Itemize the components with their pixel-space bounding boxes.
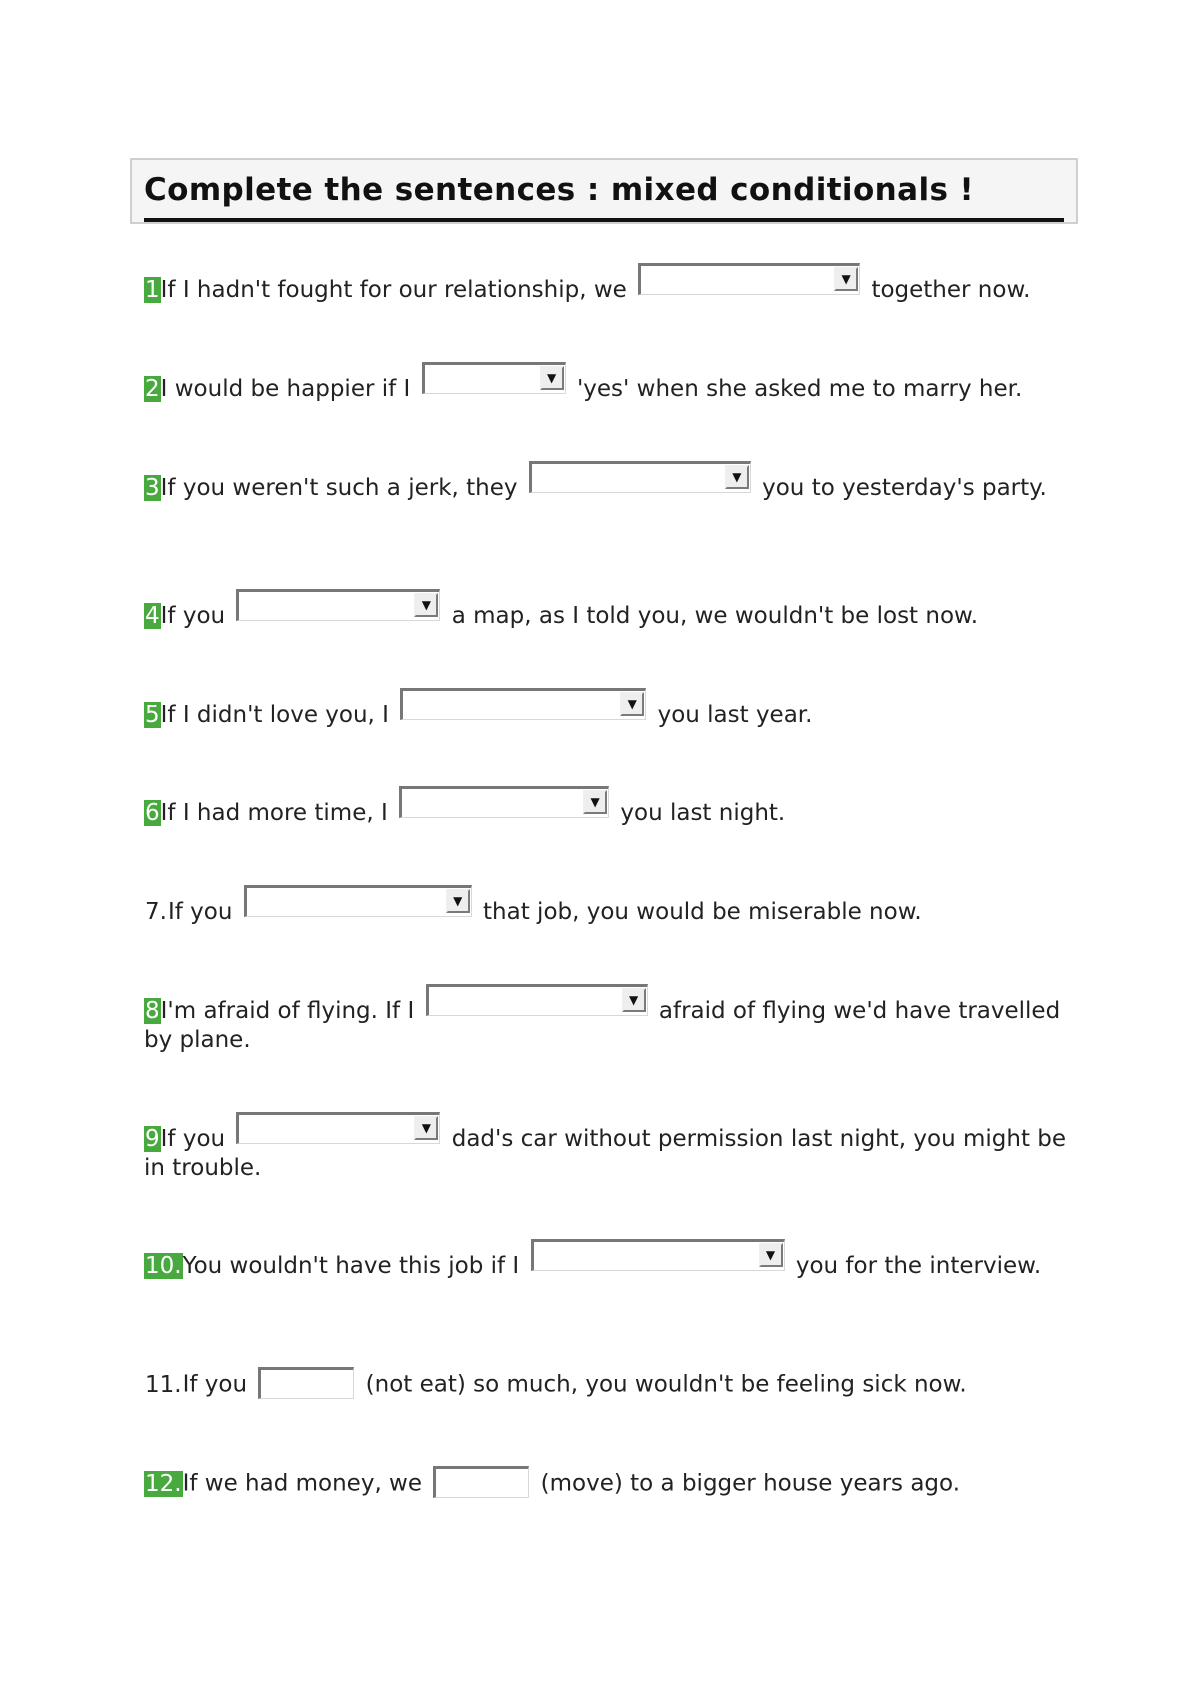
question-text-after: that job, you would be miserable now. [483, 899, 922, 925]
question-7 [144, 885, 1074, 927]
question-text-before: If I didn't love you, I [160, 702, 389, 728]
answer-dropdown-3[interactable] [529, 461, 751, 493]
question-text-after: a map, as I told you, we wouldn't be lost now. [451, 603, 979, 629]
question-number: 6 [145, 800, 160, 826]
question-text-after: you to yesterday's party. [762, 475, 1047, 501]
question-6 [144, 786, 1074, 828]
question-number: 3 [145, 475, 160, 501]
chevron-down-icon[interactable]: ▼ [446, 889, 470, 913]
chevron-down-icon[interactable]: ▼ [583, 790, 607, 814]
title-underline [144, 218, 1064, 222]
question-text-after: you last year. [657, 702, 813, 728]
answer-dropdown-2[interactable] [422, 362, 566, 394]
page-title: Complete the sentences : mixed conditionals ! [144, 172, 975, 208]
question-text-before: You wouldn't have this job if I [182, 1253, 520, 1279]
question-text-after: you for the interview. [795, 1253, 1042, 1279]
answer-dropdown-9[interactable] [236, 1112, 440, 1144]
chevron-down-icon[interactable]: ▼ [414, 1116, 438, 1140]
question-text-before: If you [160, 603, 226, 629]
question-text-before: If I hadn't fought for our relationship, we [160, 277, 627, 303]
question-text-before: I would be happier if I [160, 376, 411, 402]
question-text-before: If you [182, 1371, 248, 1398]
answer-dropdown-10[interactable] [531, 1239, 785, 1271]
answer-input-12[interactable] [433, 1466, 529, 1498]
question-text-after: afraid of flying we'd have travelled by plane. [144, 998, 1061, 1053]
question-number: 9 [145, 1126, 160, 1152]
answer-dropdown-7[interactable] [244, 885, 472, 917]
chevron-down-icon[interactable]: ▼ [622, 988, 646, 1012]
question-text-before: If I had more time, I [160, 800, 388, 826]
question-number: 11. [145, 1371, 182, 1398]
question-number: 12. [145, 1470, 182, 1497]
question-number: 10. [145, 1253, 182, 1279]
chevron-down-icon[interactable]: ▼ [834, 267, 858, 291]
question-text-after: (not eat) so much, you wouldn't be feeling sick now. [365, 1371, 967, 1398]
question-number: 8 [145, 998, 160, 1024]
question-text-before: If you [160, 1126, 226, 1152]
answer-dropdown-1[interactable] [638, 263, 860, 295]
answer-input-11[interactable] [258, 1367, 354, 1399]
question-3 [144, 461, 1074, 503]
question-number: 5 [145, 702, 160, 728]
question-text-before: If you weren't such a jerk, they [160, 475, 518, 501]
chevron-down-icon[interactable]: ▼ [620, 692, 644, 716]
question-text-before: If we had money, we [182, 1470, 423, 1497]
question-1 [144, 263, 1074, 305]
question-text-after: (move) to a bigger house years ago. [540, 1470, 961, 1497]
question-12 [144, 1466, 1074, 1499]
question-5 [144, 688, 1074, 730]
question-number: 2 [145, 376, 160, 402]
chevron-down-icon[interactable]: ▼ [759, 1243, 783, 1267]
question-11 [144, 1367, 1074, 1400]
question-9 [144, 1112, 1074, 1183]
answer-dropdown-5[interactable] [400, 688, 646, 720]
question-number: 4 [145, 603, 160, 629]
answer-dropdown-6[interactable] [399, 786, 609, 818]
question-4 [144, 589, 1074, 631]
chevron-down-icon[interactable]: ▼ [414, 593, 438, 617]
question-text-before: If you [167, 899, 233, 925]
answer-dropdown-4[interactable] [236, 589, 440, 621]
chevron-down-icon[interactable]: ▼ [725, 465, 749, 489]
question-number: 7. [145, 899, 167, 925]
title-box [130, 158, 1078, 224]
question-number: 1 [145, 277, 160, 303]
question-10 [144, 1239, 1074, 1281]
question-text-before: I'm afraid of flying. If I [160, 998, 415, 1024]
question-8 [144, 984, 1074, 1055]
question-text-after: together now. [871, 277, 1031, 303]
question-text-after: dad's car without permission last night, you might be in trouble. [144, 1126, 1067, 1181]
chevron-down-icon[interactable]: ▼ [540, 366, 564, 390]
question-text-after: you last night. [620, 800, 786, 826]
question-2 [144, 362, 1074, 404]
question-text-after: 'yes' when she asked me to marry her. [576, 376, 1023, 402]
answer-dropdown-8[interactable] [426, 984, 648, 1016]
